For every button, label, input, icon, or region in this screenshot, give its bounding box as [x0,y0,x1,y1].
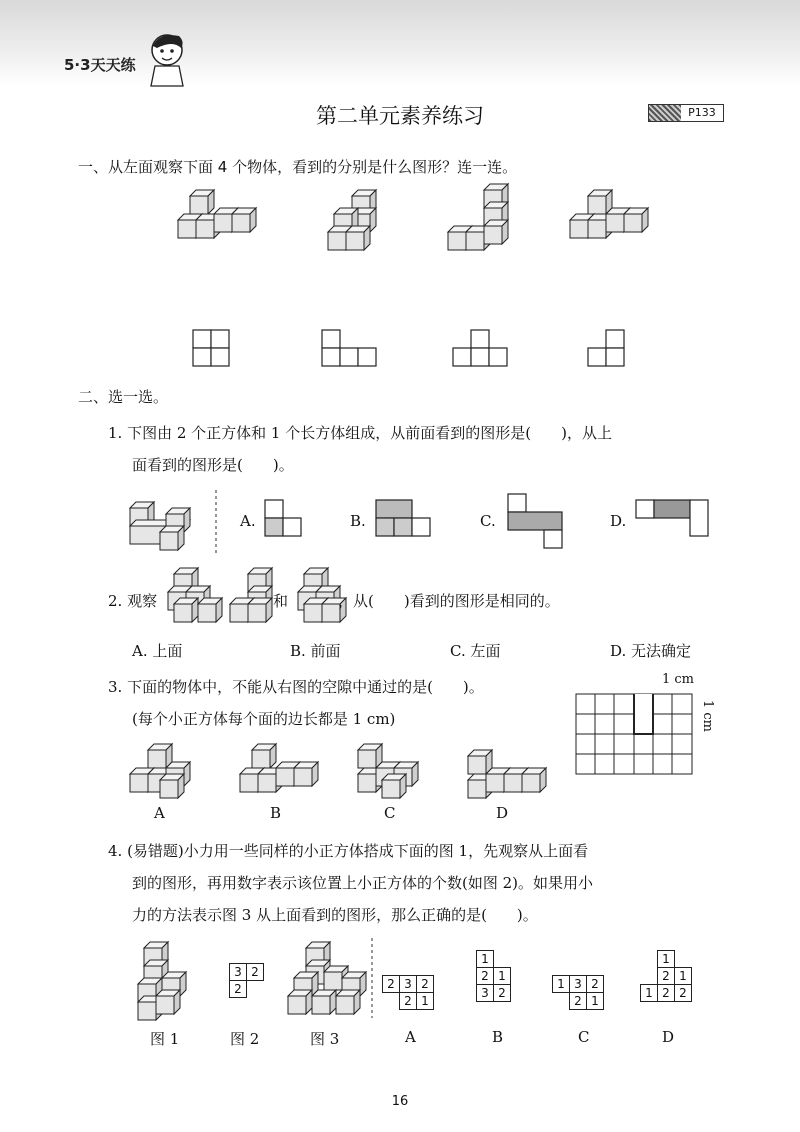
q3-option-a[interactable]: A [154,804,165,822]
q3-option-d[interactable]: D [496,804,509,822]
q2-object-1 [168,568,222,622]
q3-object-a [130,744,190,798]
q4-figure-2-label: 图 2 [230,1030,260,1048]
q2-option-d[interactable]: D. 无法确定 [610,642,692,660]
grid-cell: 1 [658,951,675,968]
page-title: 第二单元素养练习 [316,104,484,128]
grid-cell: 3 [400,976,417,993]
q4-line2: 到的图形，再用数字表示该位置上小正方体的个数(如图 2)。如果用小 [132,874,594,892]
q4-option-b-grid [476,950,511,1002]
section2-heading: 二、选一选。 [78,388,169,406]
q3-unit-vertical: 1 cm [700,700,715,733]
q4-line1: 4. (易错题)小力用一些同样的小正方体搭成下面的图 1，先观察从上面看 [108,842,589,860]
q3-unit-horizontal: 1 cm [662,672,695,687]
q3-line2: (每个小正方体每个面的边长都是 1 cm) [132,710,396,728]
object-3 [448,184,508,250]
q1-option-d[interactable]: D. [610,512,627,530]
section1-figures [0,180,800,380]
grid-cell: 2 [247,964,264,981]
q4-figure-1 [138,942,186,1020]
badge-pattern [649,105,681,121]
grid-cell: 1 [553,976,570,993]
grid-cell: 1 [417,993,434,1010]
q4-option-a-grid [382,975,434,1010]
grid-cell: 1 [675,968,692,985]
object-4 [570,190,648,238]
grid-cell: 2 [477,968,494,985]
q2-and: 和 [273,592,289,610]
q4-option-c-grid [552,975,604,1010]
q1-option-b-shape [376,500,430,536]
grid-cell: 1 [494,968,511,985]
left-view-4 [588,330,624,366]
q4-option-a[interactable]: A [405,1028,416,1046]
q3-options-figures [0,740,800,804]
q1-option-d-shape [636,500,708,536]
object-1 [178,190,256,238]
q1-object [130,502,190,550]
q3-line1: 3. 下面的物体中，不能从右图的空隙中通过的是( )。 [108,678,484,696]
q4-figures [0,938,380,1018]
grid-cell: 3 [570,976,587,993]
grid-cell: 2 [587,976,604,993]
q1-option-a-shape [265,500,301,536]
q4-option-d-grid [640,950,692,1002]
grid-cell: 2 [494,985,511,1002]
q3-object-c [358,744,418,798]
q1-option-a[interactable]: A. [240,512,256,530]
q2-suffix: ，从( )看到的图形是相同的。 [338,592,560,610]
grid-cell: 1 [477,951,494,968]
q1-option-b[interactable]: B. [350,512,366,530]
left-view-1 [193,330,229,366]
grid-cell: 2 [383,976,400,993]
q4-figure-3-label: 图 3 [310,1030,340,1048]
grid-cell: 2 [658,968,675,985]
q3-option-b[interactable]: B [270,804,282,822]
q2-object-2 [230,568,272,622]
q2-objects [168,568,358,624]
q3-object-d [468,750,546,798]
q1-figures [0,490,800,560]
series-logo: 5·3天天练 [64,56,136,74]
q3-object-b [240,744,318,792]
q1-line2: 面看到的图形是( )。 [132,456,294,474]
q2-option-a[interactable]: A. 上面 [132,642,183,660]
grid-cell: 2 [570,993,587,1010]
grid-cell: 1 [587,993,604,1010]
q2-option-c[interactable]: C. 左面 [450,642,501,660]
q4-figure-3 [288,942,366,1014]
q1-option-c-shape [508,494,562,548]
q4-figure-1-label: 图 1 [150,1030,180,1048]
q4-option-b[interactable]: B [492,1028,504,1046]
q1-line1: 1. 下图由 2 个正方体和 1 个长方体组成，从前面看到的图形是( )，从上 [108,424,612,442]
q4-line3: 力的方法表示图 3 从上面看到的图形，那么正确的是( )。 [132,906,538,924]
grid-cell: 2 [417,976,434,993]
grid-cell: 3 [230,964,247,981]
grid-cell: 2 [230,981,247,998]
left-view-3 [453,330,507,366]
q3-option-c[interactable]: C [384,804,396,822]
object-2 [328,190,376,250]
grid-cell: 2 [400,993,417,1010]
grid-cell: 2 [675,985,692,1002]
q2-option-b[interactable]: B. 前面 [290,642,341,660]
q4-figure-2-grid [229,963,264,998]
page-reference-badge [648,104,724,122]
q1-option-c[interactable]: C. [480,512,496,530]
q4-option-d[interactable]: D [662,1028,675,1046]
section1-heading: 一、从左面观察下面 4 个物体，看到的分别是什么图形？连一连。 [78,158,518,176]
q2-prefix: 2. 观察 [108,592,158,610]
left-view-2 [322,330,376,366]
grid-cell: 1 [641,985,658,1002]
grid-cell: 2 [658,985,675,1002]
mascot-icon [145,30,191,86]
page-number: 16 [391,1094,409,1109]
q4-option-c[interactable]: C [578,1028,590,1046]
page-reference-text: P133 [688,106,716,119]
grid-cell: 3 [477,985,494,1002]
